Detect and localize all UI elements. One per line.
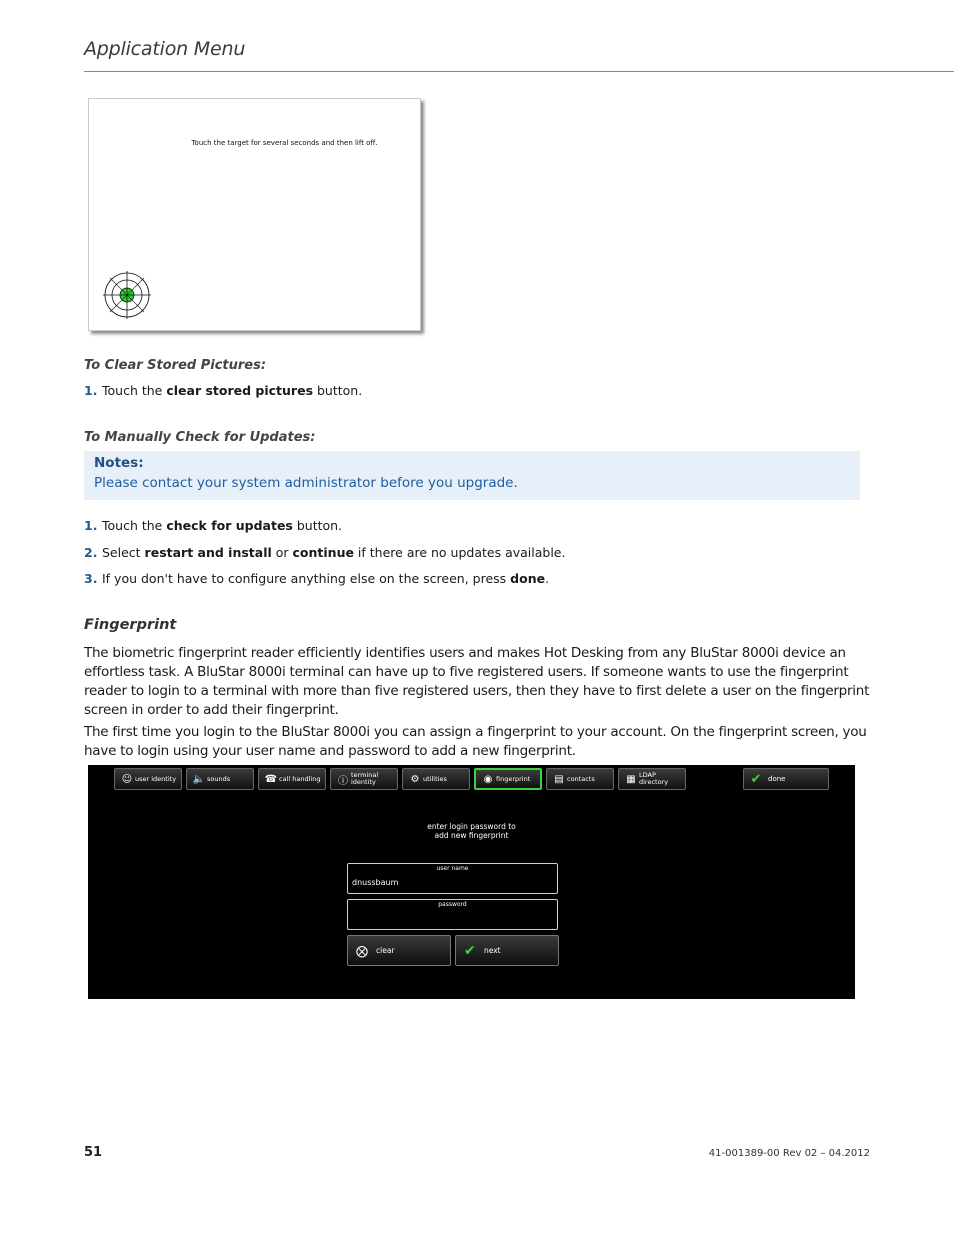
username-field[interactable] [347, 863, 558, 894]
notes-text: Please contact your system administrator before you upgrade. [94, 475, 518, 491]
checkmark-icon: ✔ [750, 771, 762, 787]
info-icon: ⓘ [338, 775, 348, 787]
fingerprint-paragraph-1: The biometric fingerprint reader efficiently identifies users and makes Hot Desking from any BluStar 8000i device an effortless task. A BluStar 8000i terminal can have up to five registered users. If someone wants to use the fingerprint reader to login to a terminal with more than five registered users, then they have to first delete a user on the fingerprint screen in order to add their fingerprint. [84, 645, 870, 718]
speaker-icon: 🔈 [192, 773, 206, 785]
calibration-instruction: Touch the target for several seconds and then lift off. [191, 139, 378, 147]
tab-contacts[interactable]: ▤ contacts [546, 768, 614, 790]
tab-sounds[interactable]: 🔈 sounds [186, 768, 254, 790]
fingerprint-paragraph-2: The first time you login to the BluStar 8000i you can assign a fingerprint to your account. On the fingerprint screen, you have to login using your user name and password to add a new fingerprint. [84, 724, 867, 759]
tab-call-handling[interactable]: ☎ call handling [258, 768, 326, 790]
checkmark-icon: ✔ [464, 942, 476, 959]
directory-icon: ▦ [626, 773, 636, 785]
calibration-target-icon [101, 269, 153, 325]
clear-button[interactable]: ⨂ clear [347, 935, 451, 966]
login-prompt: enter login password to add new fingerprint [427, 822, 516, 840]
page-number: 51 [84, 1145, 103, 1160]
tab-fingerprint[interactable]: ◉ fingerprint [474, 768, 542, 790]
clear-pictures-heading: To Clear Stored Pictures: [84, 358, 267, 373]
username-value: dnussbaum [352, 878, 399, 887]
notes-title: Notes: [94, 455, 144, 471]
gear-icon: ⚙ [410, 773, 420, 785]
page-header-title: Application Menu [84, 38, 246, 60]
fingerprint-section-title: Fingerprint [84, 617, 177, 633]
password-label: password [438, 901, 467, 908]
calibration-screenshot [88, 98, 421, 331]
fingerprint-device-screenshot [88, 765, 855, 999]
tab-utilities[interactable]: ⚙ utilities [402, 768, 470, 790]
clear-pictures-step-1: 1. Touch the clear stored pictures button. [84, 383, 363, 398]
next-button[interactable]: ✔ next [455, 935, 559, 966]
password-field[interactable] [347, 899, 558, 930]
check-updates-step-3: 3. If you don't have to configure anything else on the screen, press done. [84, 571, 550, 586]
tab-user-identity[interactable]: ☺ user identity [114, 768, 182, 790]
check-updates-step-2: 2. Select restart and install or continue if there are no updates available. [84, 545, 566, 560]
contacts-icon: ▤ [554, 773, 564, 785]
notes-box [84, 451, 860, 500]
username-label: user name [436, 865, 469, 872]
check-updates-heading: To Manually Check for Updates: [84, 430, 316, 445]
fingerprint-icon: ◉ [483, 773, 493, 785]
user-icon: ☺ [121, 773, 133, 785]
phone-icon: ☎ [264, 773, 278, 785]
clear-icon: ⨂ [356, 943, 368, 958]
header-rule [84, 71, 954, 72]
tab-ldap-directory[interactable]: ▦ LDAP directory [618, 768, 686, 790]
done-button[interactable]: ✔ done [743, 768, 829, 790]
check-updates-step-1: 1. Touch the check for updates button. [84, 518, 343, 533]
tab-terminal-identity[interactable]: ⓘ terminal identity [330, 768, 398, 790]
document-id: 41-001389-00 Rev 02 – 04.2012 [708, 1148, 870, 1159]
